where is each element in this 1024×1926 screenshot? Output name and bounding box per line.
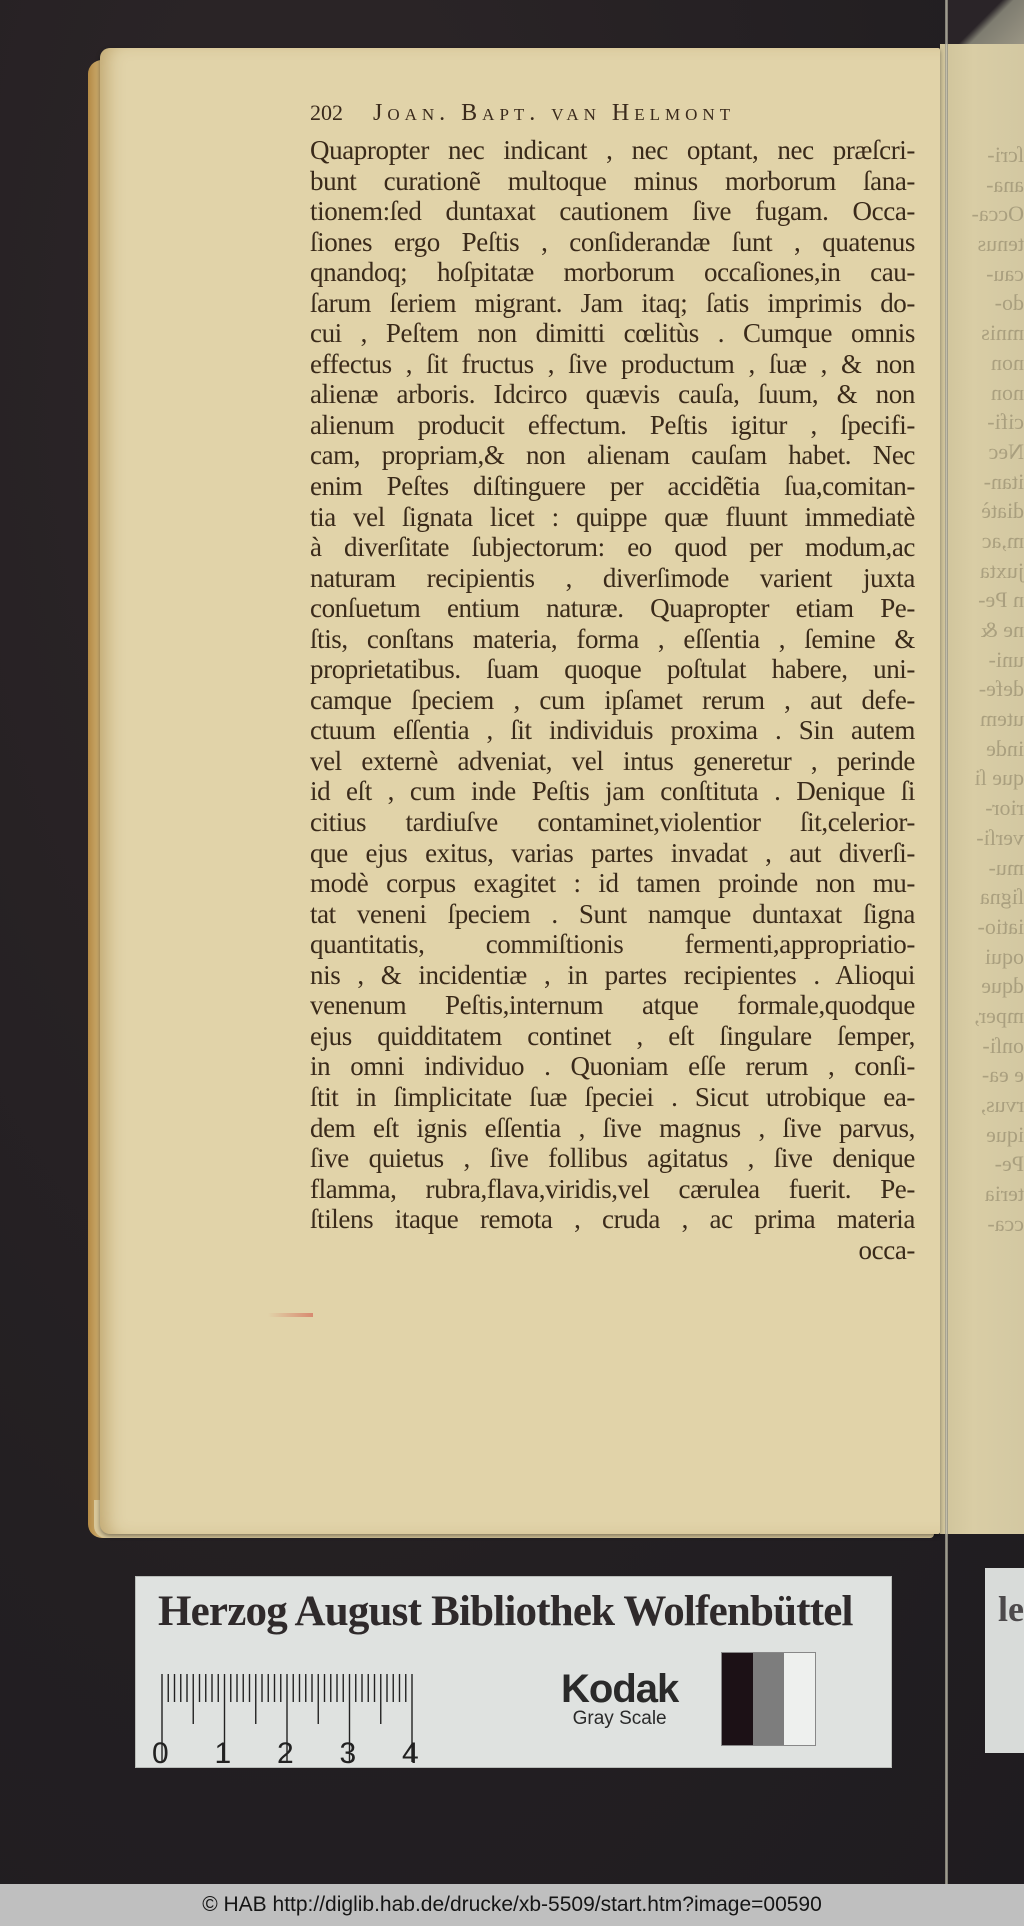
text-line: que ejus exitus, varias partes invadat , aut diverſi-: [310, 837, 915, 868]
color-calibration-card: [135, 1576, 892, 1768]
bleed-line: non: [991, 379, 1024, 405]
text-line: modè corpus exagitet : id tamen proinde non mu-: [310, 868, 915, 899]
ruler-number: 3: [339, 1737, 357, 1770]
bleed-line: mnis: [981, 320, 1024, 346]
bleed-line: inde: [986, 735, 1024, 761]
page-number: 202: [310, 100, 343, 125]
bleed-line: cca-: [987, 1210, 1024, 1236]
bleed-line: onſi-: [982, 1032, 1024, 1058]
bleed-line: Occa-: [971, 201, 1024, 227]
text-line: bunt curationẽ multoque minus morborum ſana-: [310, 165, 915, 196]
ruler-number: 0: [152, 1737, 169, 1770]
text-line: alienum producit effectum. Peſtis igitur , ſpecifi-: [310, 409, 915, 440]
bleed-line: utem: [980, 706, 1024, 732]
text-line: ſtit in ſimplicitate ſuæ ſpeciei . Sicut utrobique ea-: [310, 1081, 915, 1112]
gray-patch: [784, 1653, 815, 1745]
bleed-line: ne &: [980, 617, 1024, 642]
bleed-line: diatè: [981, 498, 1024, 524]
text-line: ejus quidditatem continet , eſt ſingulare ſemper,: [310, 1020, 915, 1051]
bleed-line: cau-: [986, 260, 1024, 286]
text-line: tionem:ſed duntaxat cautionem ſive fugam. Occa-: [310, 196, 915, 227]
facing-page-shadow: [948, 0, 1024, 44]
bleed-line: rvus,: [980, 1092, 1024, 1117]
bleed-line: non: [991, 349, 1024, 375]
text-line: tat veneni ſpeciem . Sunt namque duntaxat ſigna: [310, 898, 915, 929]
running-head: [310, 100, 930, 134]
text-line: ſtis, conſtans materia, forma , eſſentia , ſemine &: [310, 623, 915, 654]
copyright-credit[interactable]: © HAB http://diglib.hab.de/drucke/xb-5509/start.htm?image=00590: [202, 1893, 822, 1916]
bleed-line: defe-: [978, 676, 1024, 702]
body-text: [310, 135, 915, 1265]
bleed-line: oqui: [984, 943, 1024, 969]
text-line: ſarum ſeriem migrant. Jam itaq; ſatis imprimis do-: [310, 287, 915, 318]
text-line: citius tardiuſve contaminet,violentior ſit,celerior-: [310, 807, 915, 838]
gray-patch: [753, 1653, 784, 1745]
ruler-number: 1: [214, 1737, 232, 1770]
text-line: alienæ arboris. Idcirco quævis cauſa, ſuum, & non: [310, 379, 915, 410]
text-line: camque ſpeciem , cum ipſamet rerum , aut defe-: [310, 684, 915, 715]
text-line: à diverſitate ſubjectorum: eo quod per modum,ac: [310, 532, 915, 563]
bleed-line: cifi-: [987, 409, 1024, 435]
text-line: vel externè adveniat, vel intus generetur , perinde: [310, 745, 915, 776]
bleed-line: dque: [981, 973, 1024, 999]
gutter-line: [945, 0, 948, 1884]
bleed-line: ſcri-: [987, 142, 1024, 167]
bleed-line: n Pe-: [978, 587, 1024, 613]
text-line: conſuetum entium naturæ. Quapropter etiam Pe-: [310, 593, 915, 624]
bleed-line: juxta: [980, 557, 1024, 583]
bleed-line: Nec: [988, 438, 1024, 464]
text-line: venenum Peſtis,internum atque formale,quodque: [310, 990, 915, 1021]
bleed-line: mper,: [974, 1002, 1024, 1028]
bleed-line: m,ac: [981, 527, 1024, 553]
bleed-line: itan-: [983, 468, 1024, 494]
bleed-line: mu-: [988, 854, 1024, 880]
text-line: tia vel ſignata licet : quippe quæ fluunt immediatè: [310, 501, 915, 532]
bleed-line: tenus: [977, 231, 1024, 257]
text-line: ſiones ergo Peſtis , conſiderandæ ſunt , quatenus: [310, 226, 915, 257]
bleed-line: ſigna: [980, 884, 1024, 910]
bleed-line: do-: [994, 290, 1024, 316]
footer-bar: [0, 1884, 1024, 1926]
institution-name: Herzog August Bibliothek Wolfenbüttel: [158, 1588, 853, 1635]
facing-page-bleed-through: [968, 140, 1024, 1238]
bleed-line: rior-: [985, 795, 1024, 821]
gray-patch: [722, 1653, 753, 1745]
text-line: ſtilens itaque remota , cruda , ac prima materia: [310, 1204, 915, 1235]
bleed-line: ana-: [986, 171, 1024, 197]
text-line: quantitatis, commiſtionis fermenti,appropriatio-: [310, 929, 915, 960]
text-line: proprietatibus. ſuam quoque poſtulat habere, uni-: [310, 654, 915, 685]
text-line: effectus , ſit fructus , ſive productum , ſuæ , & non: [310, 348, 915, 379]
bleed-line: ique: [986, 1121, 1024, 1147]
text-line: qnandoq; hoſpitatæ morborum occaſiones,in cau-: [310, 257, 915, 288]
bleed-line: iatio-: [977, 913, 1024, 939]
running-head-title: Joan. Bapt. van Helmont: [373, 100, 736, 126]
bleed-line: verſi-: [976, 824, 1024, 850]
text-line: in omni individuo . Quoniam eſſe rerum , conſi-: [310, 1051, 915, 1082]
ruler-number: 2: [277, 1737, 294, 1770]
text-line: ctuum eſſentia , ſit individuis proxima . Sin autem: [310, 715, 915, 746]
text-line: enim Peſtes diſtinguere per accidẽtia ſua,comitan-: [310, 471, 915, 502]
text-line: nis , & incidentiæ , in partes recipientes . Alioqui: [310, 959, 915, 990]
text-line: id eſt , cum inde Peſtis jam conſtituta . Denique ſi: [310, 776, 915, 807]
ruler-number: 4: [402, 1737, 419, 1770]
gray-scale-patches: [721, 1652, 816, 1746]
text-line: ſive quietus , ſive follibus agitatus , ſive denique: [310, 1143, 915, 1174]
catchword: occa-: [858, 1234, 915, 1265]
margin-mark: [268, 1313, 313, 1317]
facing-card-text: le: [998, 1589, 1024, 1629]
bleed-line: que ſi: [974, 765, 1024, 791]
kodak-subtitle: Gray Scale: [572, 1708, 667, 1729]
text-line: Quapropter nec indicant , nec optant, nec præſcri-: [310, 135, 915, 165]
bleed-line: Pe-: [994, 1151, 1024, 1177]
bleed-line: teria: [984, 1181, 1024, 1207]
text-line: naturam recipientis , diverſimode varient juxta: [310, 562, 915, 593]
kodak-brand: Kodak: [561, 1667, 679, 1711]
text-line: flamma, rubra,flava,viridis,vel cærulea fuerit. Pe-: [310, 1173, 915, 1204]
kodak-label: [561, 1667, 678, 1730]
bleed-line: uni-: [988, 646, 1024, 672]
bleed-line: e ea-: [981, 1062, 1024, 1088]
text-line: dem eſt ignis eſſentia , ſive magnus , ſive parvus,: [310, 1112, 915, 1143]
text-line: cam, propriam,& non alienam cauſam habet. Nec: [310, 440, 915, 471]
text-line: cui , Peſtem non dimitti cœlitùs . Cumque omnis: [310, 318, 915, 349]
